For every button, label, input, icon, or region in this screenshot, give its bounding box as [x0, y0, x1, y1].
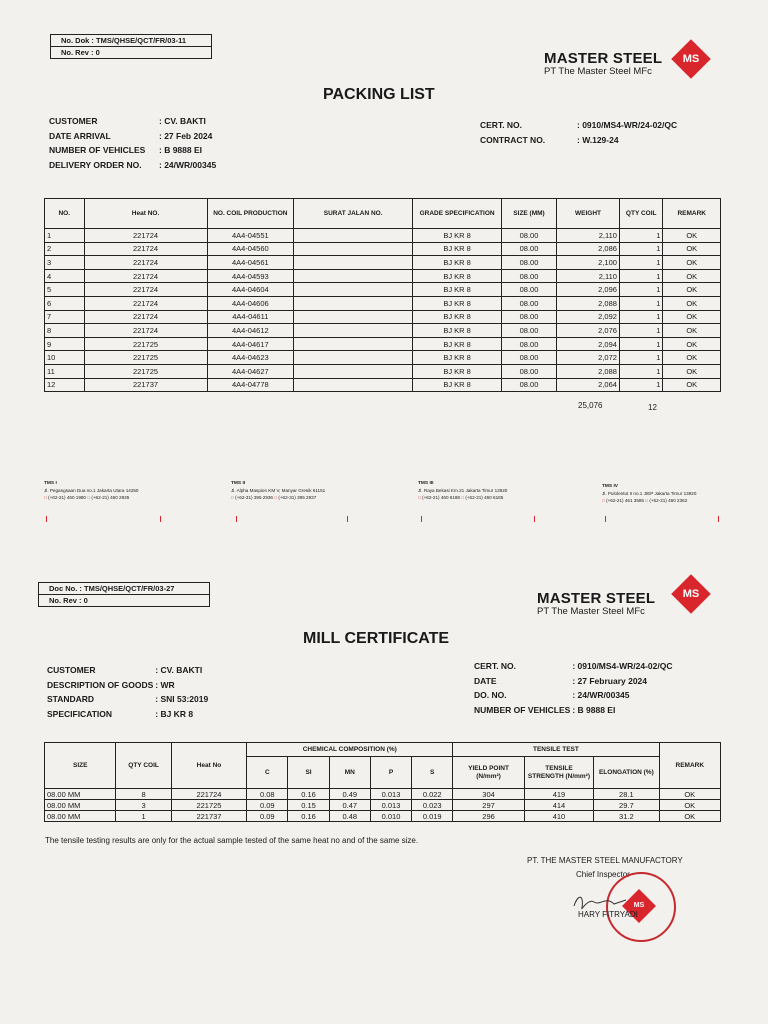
packing-revision: No. Rev : 0	[61, 48, 100, 57]
address-block: TMS III Jl. Raya Bekasi Km.21 Jakarta Timur 13920 □ (+62-21) 460 6188 □ (+62-21) 460 6185	[418, 481, 508, 500]
packing-row: 4 221724 4A4-04593 BJ KR 8 08.00 2,110 1 OK	[45, 269, 721, 283]
footer-divider-mark	[534, 516, 535, 522]
address-block: TMS I Jl. Pegangsaan Dua no.1 Jakarta Utara 14250 □ (+62-21) 460 1980 □ (+62-21) 460 2935	[44, 481, 139, 500]
mill-title: MILL CERTIFICATE	[303, 630, 450, 647]
mill-row: 08.00 MM 8 221724 0.08 0.16 0.49 0.013 0.022 304 419 28.1 OK	[45, 789, 721, 800]
packing-row: 10 221725 4A4-04623 BJ KR 8 08.00 2,072 1 OK	[45, 351, 721, 365]
footer-divider-mark	[160, 516, 161, 522]
packing-row: 5 221724 4A4-04604 BJ KR 8 08.00 2,096 1 OK	[45, 283, 721, 297]
packing-doc-number: No. Dok : TMS/QHSE/QCT/FR/03-11	[51, 35, 211, 47]
footer-divider-mark	[236, 516, 237, 522]
address-block: TMS II Jl. Alpha Maspion KM V, Manyar Gresik 61151 □ (+62-31) 395 2936 □ (+62-31) 395 2937	[231, 481, 326, 500]
packing-doc-number-box	[50, 34, 212, 59]
footer-divider-mark	[605, 516, 606, 522]
packing-title: PACKING LIST	[323, 86, 435, 103]
signature-role: Chief Inspector	[576, 870, 630, 879]
address-block: TMS IV Jl. Pulolentut II no.1 JIEP Jakarta Timur 13920 □ (+62-21) 461 3585 □ (+62-21) 460 2362	[602, 484, 697, 503]
brand-logo-icon: MS	[671, 39, 711, 79]
footer-divider-mark	[46, 516, 47, 522]
footer-divider-mark	[347, 516, 348, 522]
packing-row: 8 221724 4A4-04612 BJ KR 8 08.00 2,076 1 OK	[45, 324, 721, 338]
mill-table: SIZE QTY COIL Heat No CHEMICAL COMPOSITION (%) TENSILE TEST REMARK C SI MN P S YIELD POINT (N/mm²) TENSILE STRENGTH (N/mm²) ELONGATION (%) 08.00 MM 8 221724 0.08 0.16 0.49 0.013 0.022 304 419 28.1 OK 08.00 MM 3 221725 0.09 0.15 0.47 0.013 0.023 297 414 29.7 OK 08.00 MM 1 221737 0.09 0.16 0.48 0.010 0.019 296 410 31.2 OK	[44, 742, 721, 822]
signature-name: HARY FITRYADI	[578, 910, 638, 919]
mill-row: 08.00 MM 3 221725 0.09 0.15 0.47 0.013 0.023 297 414 29.7 OK	[45, 800, 721, 811]
brand-logo-icon: MS	[671, 574, 711, 614]
brand-subtitle: PT The Master Steel MFc	[544, 66, 652, 77]
packing-row: 6 221724 4A4-04606 BJ KR 8 08.00 2,088 1 OK	[45, 296, 721, 310]
packing-row: 2 221724 4A4-04560 BJ KR 8 08.00 2,086 1 OK	[45, 242, 721, 256]
signature-company: PT. THE MASTER STEEL MANUFACTORY	[527, 856, 683, 865]
brand-name: MASTER STEEL	[537, 590, 656, 607]
mill-customer-info: CUSTOMER : CV. BAKTI DESCRIPTION OF GOODS : WR STANDARD : SNI 53:2019 SPECIFICATION : BJ KR 8	[47, 665, 209, 719]
packing-row: 1 221724 4A4-04551 BJ KR 8 08.00 2,110 1 OK	[45, 229, 721, 243]
packing-row: 12 221737 4A4-04778 BJ KR 8 08.00 2,064 1 OK	[45, 378, 721, 392]
company-stamp-icon: MS	[606, 872, 676, 942]
tensile-note: The tensile testing results are only for the actual sample tested of the same heat no and of the same size.	[45, 836, 419, 845]
mill-doc-number: Doc No. : TMS/QHSE/QCT/FR/03-27	[39, 583, 209, 595]
packing-row: 11 221725 4A4-04627 BJ KR 8 08.00 2,088 1 OK	[45, 364, 721, 378]
mill-doc-number-box	[38, 582, 210, 607]
packing-row: 3 221724 4A4-04561 BJ KR 8 08.00 2,100 1 OK	[45, 256, 721, 270]
mill-cert-info: CERT. NO. : 0910/MS4-WR/24-02/QC DATE : 27 February 2024 DO. NO. : 24/WR/00345 NUMBER OF VEHICLES : B 9888 EI	[474, 661, 673, 715]
brand-name: MASTER STEEL	[544, 50, 663, 67]
packing-customer-info: CUSTOMER : CV. BAKTI DATE ARRIVAL : 27 Feb 2024 NUMBER OF VEHICLES : B 9888 EI DELIVERY ORDER NO. : 24/WR/00345	[49, 116, 217, 170]
mill-revision: No. Rev : 0	[49, 596, 88, 605]
footer-divider-mark	[421, 516, 422, 522]
packing-row: 9 221725 4A4-04617 BJ KR 8 08.00 2,094 1 OK	[45, 337, 721, 351]
packing-total-qty: 12	[648, 403, 657, 412]
brand-subtitle: PT The Master Steel MFc	[537, 606, 645, 617]
packing-row: 7 221724 4A4-04611 BJ KR 8 08.00 2,092 1 OK	[45, 310, 721, 324]
packing-total-weight: 25,076	[578, 401, 603, 410]
packing-table: NO. Heat NO. NO. COIL PRODUCTION SURAT JALAN NO. GRADE SPECIFICATION SIZE (MM) WEIGHT QTY COIL REMARK 1 221724 4A4-04551 BJ KR 8 08.00 2,110 1 OK 2 221724 4A4-04560 BJ KR 8 08.00 2,086 1 OK 3 221724 4A4-04561 BJ KR 8 08.00 2,100 1 OK 4 221724 4A4-04593 BJ KR 8 08.00 2,110 1 OK 5 221724 4A4-04604 BJ KR 8 08.00 2,096 1 OK 6 221724 4A4-04606 BJ KR 8 08.00 2,088 1 OK 7 221724 4A4-04611 BJ KR 8 08.00 2,092 1 OK 8 221724 4A4-04612 BJ KR 8 08.00 2,076 1 OK 9 221725 4A4-04617 BJ KR 8 08.00 2,094 1 OK 10 221725 4A4-04623 BJ KR 8 08.00 2,072 1 OK 11 221725 4A4-04627 BJ KR 8 08.00 2,088 1 OK 12 221737 4A4-04778 BJ KR 8 08.00 2,064 1 OK	[44, 198, 721, 392]
mill-row: 08.00 MM 1 221737 0.09 0.16 0.48 0.010 0.019 296 410 31.2 OK	[45, 811, 721, 822]
packing-cert-info: CERT. NO. : 0910/MS4-WR/24-02/QC CONTRACT NO. : W.129-24	[480, 120, 678, 145]
footer-divider-mark	[718, 516, 719, 522]
